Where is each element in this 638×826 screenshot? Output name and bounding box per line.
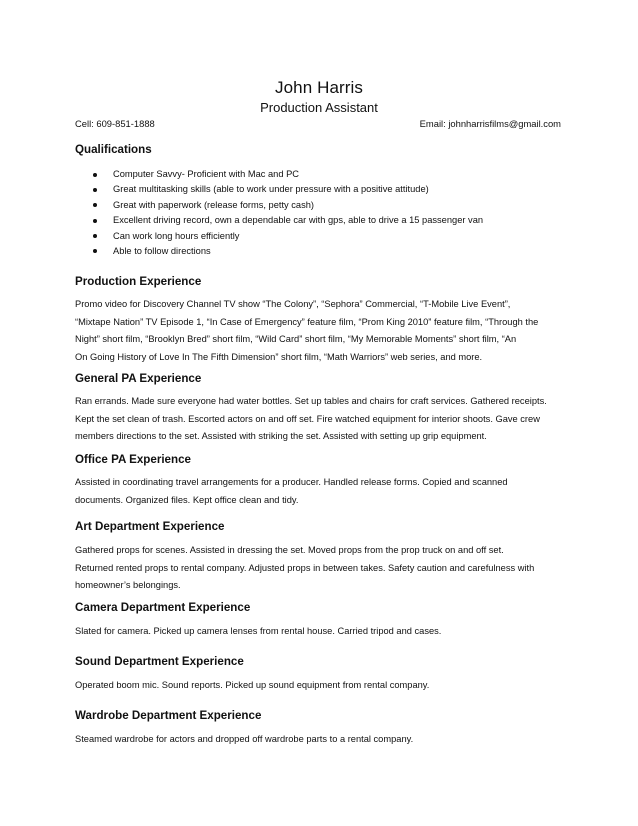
qualifications-list xyxy=(75,167,483,259)
production-heading: Production Experience xyxy=(75,275,202,288)
contact-row xyxy=(75,118,561,129)
bullet-icon xyxy=(93,249,97,253)
applicant-title: Production Assistant xyxy=(260,100,378,115)
production-text: Promo video for Discovery Channel TV show “The Colony”, “Sephora” Commercial, “T-Mobile Live Event”, “Mixtape Nation” TV Episode 1, “In Case of Emergency” feature film, “Prom King 2010” feature film, “Through the Night” short film, “Brooklyn Bred” short film, “Wild Card” short film, “My Memorable Moments” short film, “An On Going History of Love In The Fifth Dimension” short film, “Math Warriors” web series, and more. xyxy=(75,299,539,362)
applicant-name: John Harris xyxy=(274,78,364,97)
list-item: Can work long hours efficiently xyxy=(75,229,483,244)
qualifications-heading: Qualifications xyxy=(75,143,152,156)
bullet-icon xyxy=(93,234,97,238)
cell-phone: Cell: 609-851-1888 xyxy=(75,118,155,129)
list-item: Great with paperwork (release forms, petty cash) xyxy=(75,198,483,213)
general-pa-text: Ran errands. Made sure everyone had water bottles. Set up tables and chairs for craft services. Gathered receipts. Kept the set clean of trash. Escorted actors on and off set. Fire watched equipment for interior shoots. Gave crew members directions to the set. Assisted with striking the set. Assisted with setting up grip equipment. xyxy=(75,396,547,441)
list-item: Computer Savvy- Proficient with Mac and PC xyxy=(75,167,483,182)
list-item: Able to follow directions xyxy=(75,244,483,259)
camera-department-heading: Camera Department Experience xyxy=(75,601,251,614)
general-pa-heading: General PA Experience xyxy=(75,372,202,385)
camera-department-text: Slated for camera. Picked up camera lenses from rental house. Carried tripod and cases. xyxy=(75,626,442,636)
art-department-text: Gathered props for scenes. Assisted in dressing the set. Moved props from the prop truck on and off set. Returned rented props to rental company. Adjusted props in between takes. Safety caution and carefulness with homeowner’s belongings. xyxy=(75,545,535,590)
office-pa-heading: Office PA Experience xyxy=(75,453,191,466)
sound-department-text: Operated boom mic. Sound reports. Picked up sound equipment from rental company. xyxy=(75,680,430,690)
list-item: Great multitasking skills (able to work under pressure with a positive attitude) xyxy=(75,182,483,197)
wardrobe-department-text: Steamed wardrobe for actors and dropped off wardrobe parts to a rental company. xyxy=(75,734,414,744)
office-pa-text: Assisted in coordinating travel arrangements for a producer. Handled release forms. Copied and scanned documents. Organized files. Kept office clean and tidy. xyxy=(75,477,508,505)
bullet-icon xyxy=(93,219,97,223)
sound-department-heading: Sound Department Experience xyxy=(75,655,244,668)
list-item: Excellent driving record, own a dependable car with gps, able to drive a 15 passenger van xyxy=(75,213,483,228)
bullet-icon xyxy=(93,203,97,207)
wardrobe-department-heading: Wardrobe Department Experience xyxy=(75,709,262,722)
art-department-heading: Art Department Experience xyxy=(75,520,225,533)
bullet-icon xyxy=(93,173,97,177)
email-address: Email: johnharrisfilms@gmail.com xyxy=(419,118,561,129)
bullet-icon xyxy=(93,188,97,192)
